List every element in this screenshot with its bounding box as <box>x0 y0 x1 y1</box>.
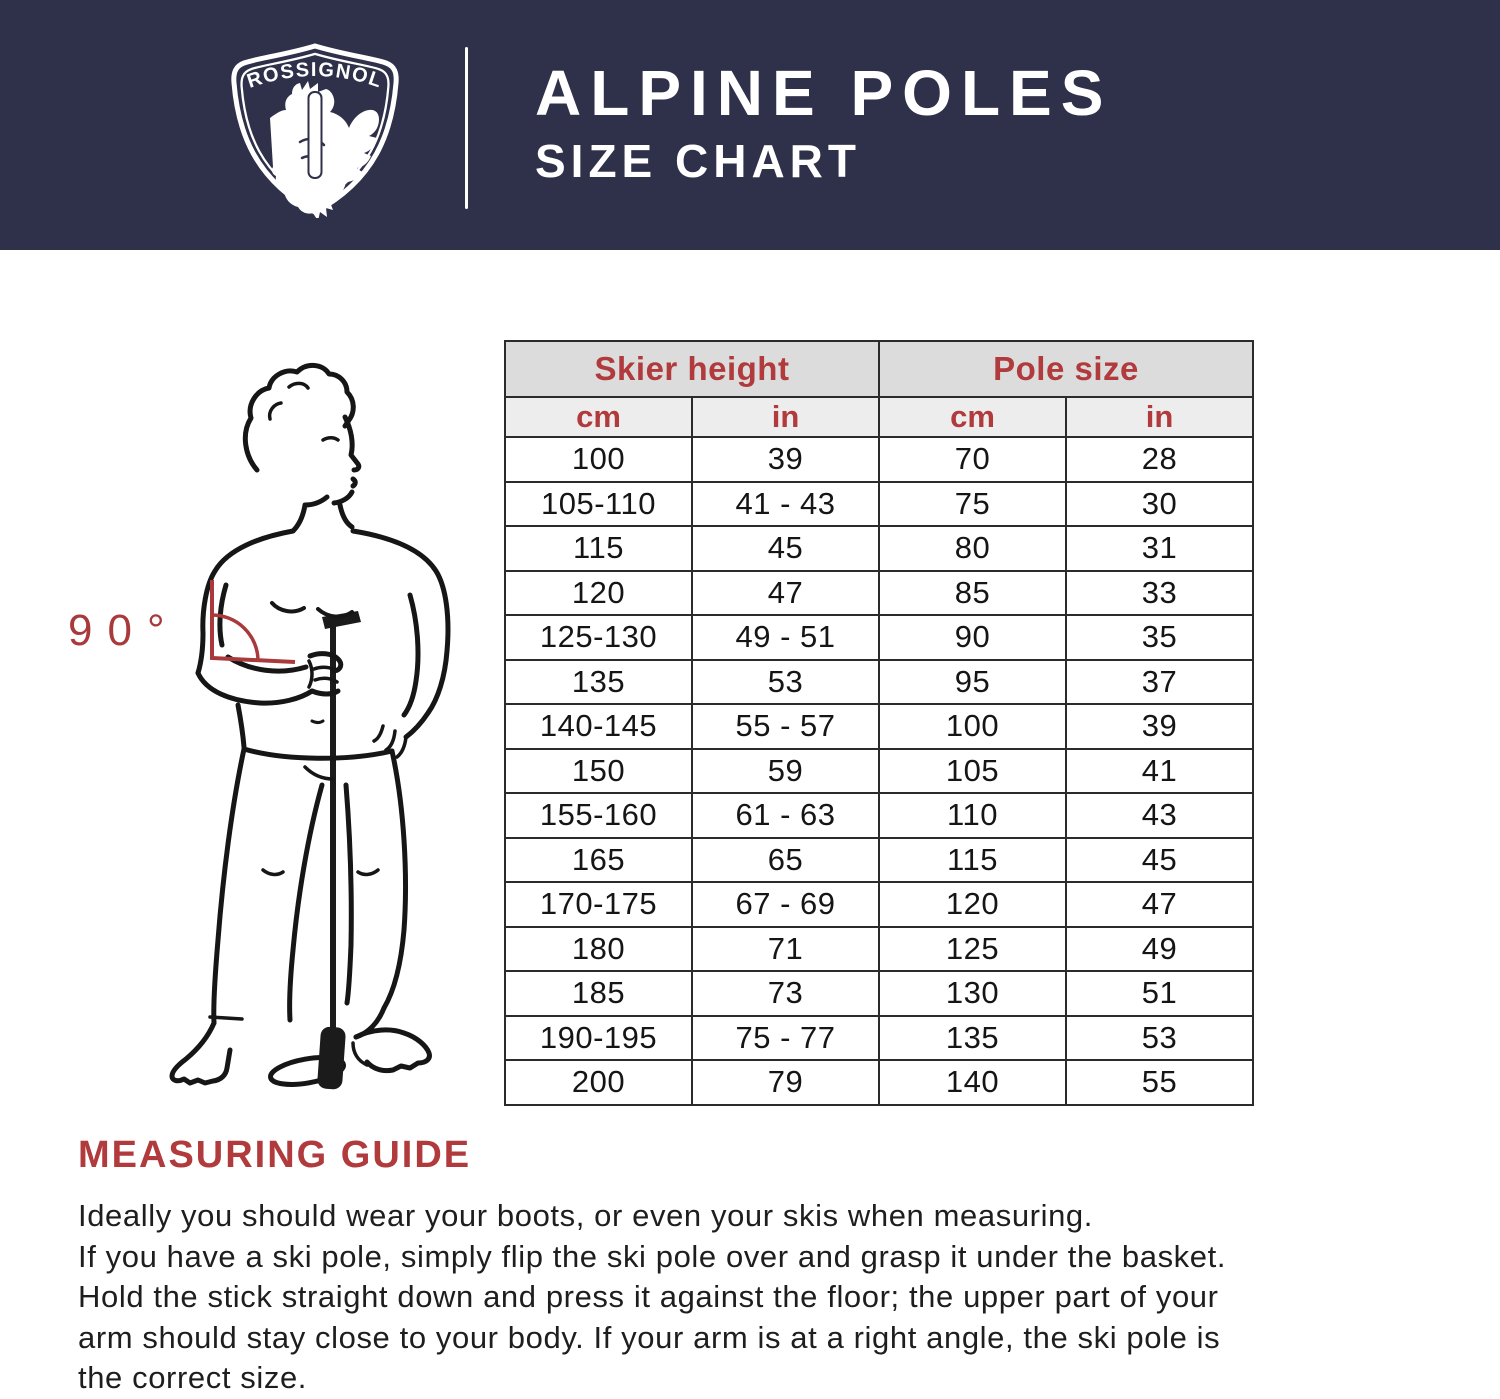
table-cell: 53 <box>1066 1016 1253 1061</box>
table-cell: 140 <box>879 1060 1066 1105</box>
table-group-header-row <box>505 341 1253 397</box>
table-row <box>505 1060 1253 1105</box>
table-unit-header-row <box>505 397 1253 437</box>
guide-line: Ideally you should wear your boots, or even your skis when measuring. <box>78 1198 1093 1233</box>
page-subtitle: SIZE CHART <box>535 135 861 187</box>
table-cell: 130 <box>879 971 1066 1016</box>
table-row <box>505 526 1253 571</box>
table-cell: 150 <box>505 749 692 794</box>
table-cell: 31 <box>1066 526 1253 571</box>
table-cell: 115 <box>505 526 692 571</box>
guide-line: the correct size. <box>78 1360 308 1395</box>
table-cell: 47 <box>692 571 879 616</box>
table-row <box>505 882 1253 927</box>
page-title: ALPINE POLES <box>535 57 1113 129</box>
table-cell: 100 <box>505 437 692 482</box>
size-chart-table <box>504 340 1254 1106</box>
table-cell: 47 <box>1066 882 1253 927</box>
table-row <box>505 704 1253 749</box>
guide-line: arm should stay close to your body. If your arm is at a right angle, the ski pole is <box>78 1319 1221 1355</box>
table-cell: 180 <box>505 927 692 972</box>
table-cell: 165 <box>505 838 692 883</box>
table-cell: 75 <box>879 482 1066 527</box>
table-cell: 120 <box>879 882 1066 927</box>
table-cell: 120 <box>505 571 692 616</box>
table-row <box>505 437 1253 482</box>
table-cell: 35 <box>1066 615 1253 660</box>
table-row <box>505 927 1253 972</box>
table-cell: 49 <box>1066 927 1253 972</box>
table-row <box>505 660 1253 705</box>
table-cell: 85 <box>879 571 1066 616</box>
table-cell: 200 <box>505 1060 692 1105</box>
column-group-skier-height: Skier height <box>505 341 879 397</box>
column-header-pole-in: in <box>1066 397 1253 437</box>
rossignol-logo-icon <box>230 42 400 218</box>
table-cell: 170-175 <box>505 882 692 927</box>
table-cell: 190-195 <box>505 1016 692 1061</box>
table-cell: 55 <box>1066 1060 1253 1105</box>
table-cell: 125 <box>879 927 1066 972</box>
table-row <box>505 793 1253 838</box>
header-divider <box>465 47 468 209</box>
table-cell: 100 <box>879 704 1066 749</box>
column-header-skier-cm: cm <box>505 397 692 437</box>
table-cell: 155-160 <box>505 793 692 838</box>
table-cell: 79 <box>692 1060 879 1105</box>
table-cell: 37 <box>1066 660 1253 705</box>
table-cell: 39 <box>692 437 879 482</box>
measuring-guide-text <box>78 1196 1226 1399</box>
guide-line: Hold the stick straight down and press it against the floor; the upper part of your <box>78 1279 1219 1314</box>
table-cell: 39 <box>1066 704 1253 749</box>
table-cell: 185 <box>505 971 692 1016</box>
table-cell: 45 <box>692 526 879 571</box>
table-cell: 43 <box>1066 793 1253 838</box>
brand-name-text: ROSSIGNOL <box>244 58 386 93</box>
table-cell: 75 - 77 <box>692 1016 879 1061</box>
measuring-figure <box>60 365 490 1110</box>
table-row <box>505 971 1253 1016</box>
table-cell: 61 - 63 <box>692 793 879 838</box>
column-header-skier-in: in <box>692 397 879 437</box>
table-cell: 30 <box>1066 482 1253 527</box>
table-cell: 95 <box>879 660 1066 705</box>
table-row <box>505 571 1253 616</box>
table-cell: 105-110 <box>505 482 692 527</box>
table-cell: 70 <box>879 437 1066 482</box>
rooster-icon <box>270 81 379 218</box>
table-cell: 71 <box>692 927 879 972</box>
table-cell: 41 - 43 <box>692 482 879 527</box>
table-cell: 67 - 69 <box>692 882 879 927</box>
measuring-guide-heading: MEASURING GUIDE <box>78 1134 472 1176</box>
table-cell: 41 <box>1066 749 1253 794</box>
table-cell: 45 <box>1066 838 1253 883</box>
table-cell: 115 <box>879 838 1066 883</box>
table-cell: 135 <box>505 660 692 705</box>
table-cell: 90 <box>879 615 1066 660</box>
table-cell: 51 <box>1066 971 1253 1016</box>
size-table-body <box>505 437 1253 1105</box>
person-drawing <box>172 365 448 1083</box>
table-cell: 65 <box>692 838 879 883</box>
table-cell: 59 <box>692 749 879 794</box>
angle-label: 90° <box>68 606 180 655</box>
guide-line: If you have a ski pole, simply flip the ski pole over and grasp it under the basket. <box>78 1238 1227 1274</box>
table-cell: 49 - 51 <box>692 615 879 660</box>
right-angle-marker <box>68 580 295 662</box>
table-cell: 80 <box>879 526 1066 571</box>
table-row <box>505 838 1253 883</box>
table-cell: 125-130 <box>505 615 692 660</box>
ski-pole-icon <box>268 611 361 1090</box>
table-cell: 55 - 57 <box>692 704 879 749</box>
table-row <box>505 1016 1253 1061</box>
ski-bar-icon <box>309 92 322 178</box>
table-cell: 135 <box>879 1016 1066 1061</box>
table-row <box>505 482 1253 527</box>
table-cell: 73 <box>692 971 879 1016</box>
column-header-pole-cm: cm <box>879 397 1066 437</box>
table-row <box>505 615 1253 660</box>
table-cell: 140-145 <box>505 704 692 749</box>
table-cell: 33 <box>1066 571 1253 616</box>
table-row <box>505 749 1253 794</box>
table-cell: 53 <box>692 660 879 705</box>
table-cell: 110 <box>879 793 1066 838</box>
column-group-pole-size: Pole size <box>879 341 1253 397</box>
table-cell: 28 <box>1066 437 1253 482</box>
table-cell: 105 <box>879 749 1066 794</box>
header-band <box>0 0 1500 250</box>
